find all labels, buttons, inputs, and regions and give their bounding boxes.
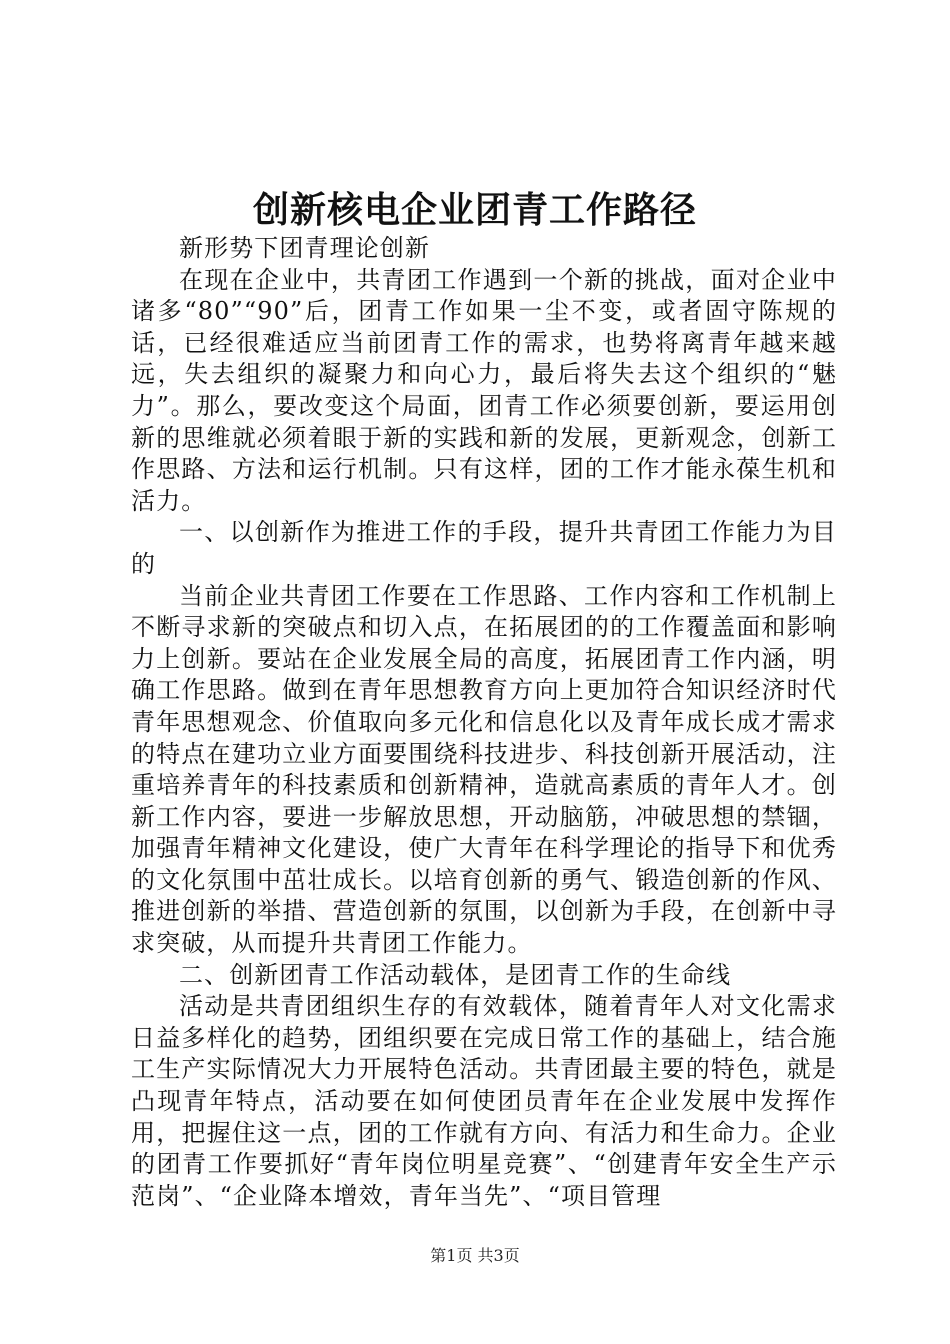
document-title: 创新核电企业团青工作路径 bbox=[252, 189, 697, 231]
page-footer: 第1页 共3页 bbox=[430, 1246, 520, 1265]
paragraph-intro: 在现在企业中，共青团工作遇到一个新的挑战，面对企业中诸多“80”“90”后，团青工作如果一尘不变，或者固守陈规的话，已经很难适应当前团青工作的需求，也势将离青年越来越远，失去组织的凝聚力和向心力，最后将失去这个组织的“魅力”。那么，要改变这个局面，团青工作必须要创新，要运用创新的思维就必须着眼于新的实践和新的发展，更新观念，创新工作思路、方法和运行机制。只有这样，团的工作才能永葆生机和活力。 bbox=[131, 265, 837, 515]
section-heading-intro: 新形势下团青理论创新 bbox=[179, 234, 430, 262]
paragraph-section-1: 当前企业共青团工作要在工作思路、工作内容和工作机制上不断寻求新的突破点和切入点，在拓展团的的工作覆盖面和影响力上创新。要站在企业发展全局的高度，拓展团青工作内涵，明确工作思路。做到在青年思想教育方向上更加符合知识经济时代青年思想观念、价值取向多元化和信息化以及青年成长成才需求的特点在建功立业方面要围绕科技进步、科技创新开展活动，注重培养青年的科技素质和创新精神，造就高素质的青年人才。创新工作内容，要进一步解放思想，开动脑筋，冲破思想的禁锢，加强青年精神文化建设，使广大青年在科学理论的指导下和优秀的文化氛围中茁壮成长。以培育创新的勇气、锻造创新的作风、推进创新的举措、营造创新的氛围，以创新为手段，在创新中寻求突破，从而提升共青团工作能力。 bbox=[131, 581, 837, 958]
document-body bbox=[131, 233, 837, 1212]
section-heading-1: 一、以创新作为推进工作的手段，提升共青团工作能力为目的 bbox=[131, 518, 837, 578]
paragraph-section-2: 活动是共青团组织生存的有效载体，随着青年人对文化需求日益多样化的趋势，团组织要在完成日常工作的基础上，结合施工生产实际情况大力开展特色活动。共青团最主要的特色，就是凸现青年特点，活动要在如何使团员青年在企业发展中发挥作用，把握住这一点，团的工作就有方向、有活力和生命力。企业的团青工作要抓好“青年岗位明星竞赛”、“创建青年安全生产示范岗”、“企业降本增效，青年当先”、“项目管理 bbox=[131, 992, 837, 1210]
section-heading-2: 二、创新团青工作活动载体，是团青工作的生命线 bbox=[179, 960, 732, 989]
